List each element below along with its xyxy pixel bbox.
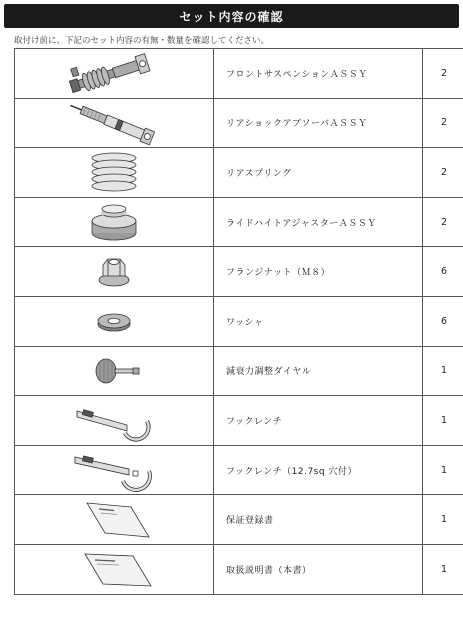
part-name: 保証登録書	[214, 495, 423, 545]
part-image-cell	[15, 445, 214, 495]
part-qty: 1	[423, 396, 463, 446]
part-image-cell	[15, 544, 214, 594]
part-name: リアショックアブソーバＡＳＳＹ	[214, 98, 423, 148]
part-qty: 2	[423, 49, 463, 99]
part-name: フックレンチ	[214, 396, 423, 446]
page-title: セット内容の確認	[179, 9, 284, 24]
table-row	[15, 544, 463, 594]
washer-icon	[59, 298, 169, 344]
parts-table	[14, 48, 463, 595]
part-name: フロントサスペンションＡＳＳＹ	[214, 49, 423, 99]
part-qty: 6	[423, 296, 463, 346]
part-name: 減衰力調整ダイヤル	[214, 346, 423, 396]
part-image-cell	[15, 98, 214, 148]
part-image-cell	[15, 396, 214, 446]
part-name: ライドハイトアジャスターＡＳＳＹ	[214, 197, 423, 247]
hook-wrench-square-hole-icon	[59, 447, 169, 493]
instruction-manual-icon	[59, 546, 169, 592]
part-qty: 2	[423, 98, 463, 148]
part-name: フランジナット（Ｍ８）	[214, 247, 423, 297]
part-name: 取扱説明書（本書）	[214, 544, 423, 594]
part-image-cell	[15, 197, 214, 247]
part-image-cell	[15, 296, 214, 346]
table-row	[15, 247, 463, 297]
part-qty: 2	[423, 148, 463, 198]
part-image-cell	[15, 495, 214, 545]
table-row	[15, 49, 463, 99]
part-name: フックレンチ（12.7sq 穴付）	[214, 445, 423, 495]
table-row	[15, 197, 463, 247]
damping-dial-icon	[59, 348, 169, 394]
part-qty: 1	[423, 346, 463, 396]
part-name: リアスプリング	[214, 148, 423, 198]
instruction-text: 取付け前に、下記のセット内容の有無・数量を確認してください。	[14, 36, 270, 46]
part-image-cell	[15, 148, 214, 198]
warranty-card-icon	[59, 497, 169, 543]
part-image-cell	[15, 247, 214, 297]
part-name: ワッシャ	[214, 296, 423, 346]
table-row	[15, 346, 463, 396]
part-qty: 1	[423, 445, 463, 495]
part-qty: 1	[423, 544, 463, 594]
part-qty: 2	[423, 197, 463, 247]
header-bar	[4, 4, 459, 28]
table-row	[15, 445, 463, 495]
part-image-cell	[15, 346, 214, 396]
table-row	[15, 296, 463, 346]
table-row	[15, 148, 463, 198]
ride-height-adjuster-icon	[59, 199, 169, 245]
part-image-cell	[15, 49, 214, 99]
part-qty: 1	[423, 495, 463, 545]
table-row	[15, 396, 463, 446]
rear-shock-absorber-icon	[59, 100, 169, 146]
table-row	[15, 495, 463, 545]
hook-wrench-icon	[59, 397, 169, 443]
table-row	[15, 98, 463, 148]
rear-spring-icon	[59, 149, 169, 195]
flange-nut-icon	[59, 249, 169, 295]
part-qty: 6	[423, 247, 463, 297]
front-suspension-icon	[59, 50, 169, 96]
